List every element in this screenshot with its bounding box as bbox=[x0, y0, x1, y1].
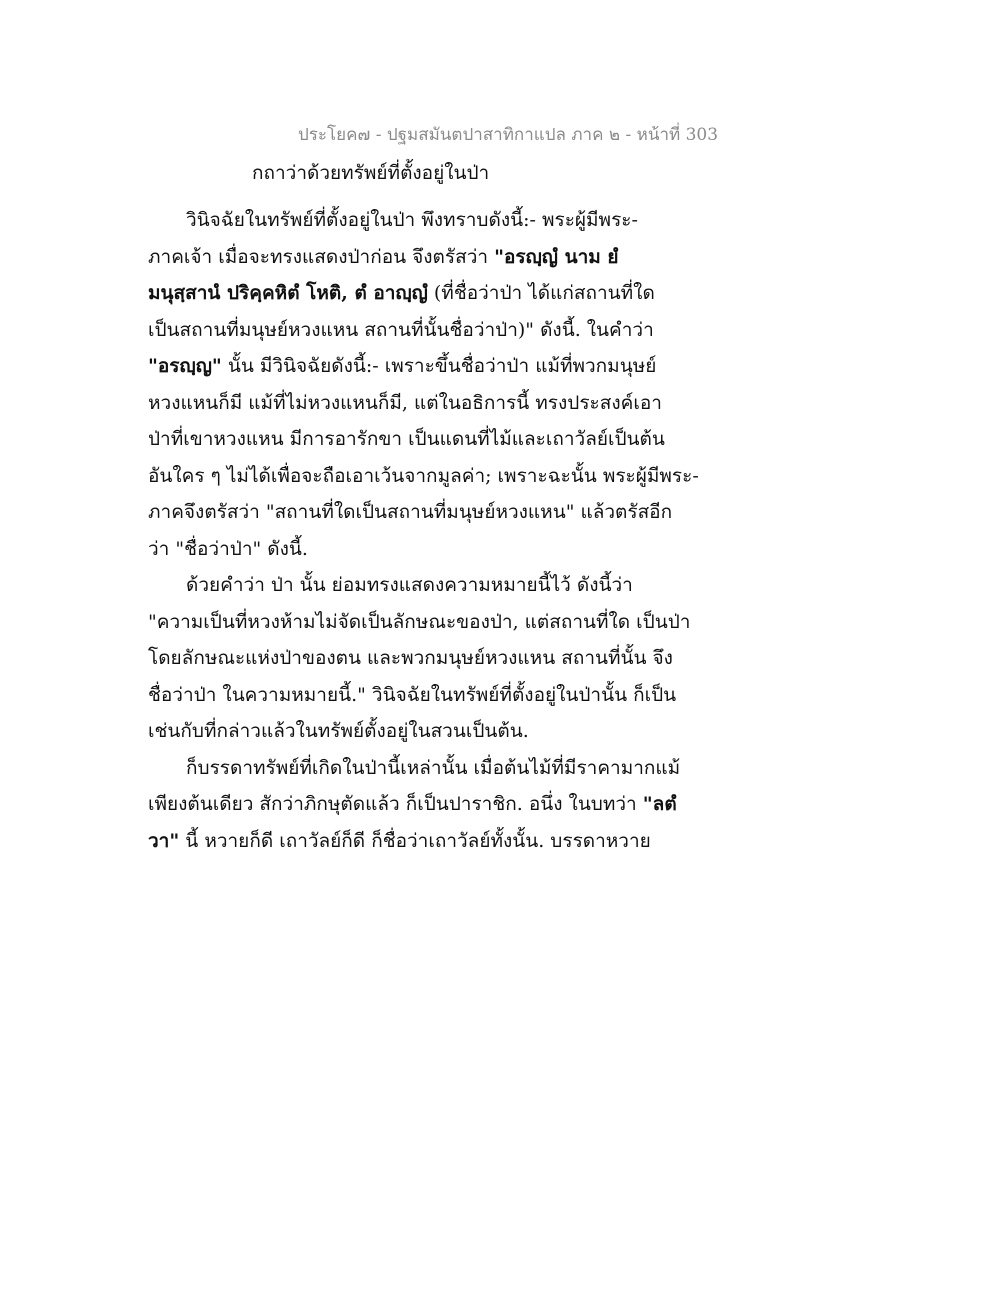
text-run: เช่นกับที่กล่าวแล้วในทรัพย์ตั้งอยู่ในสวนเป็นต้น. bbox=[148, 720, 529, 742]
text-line bbox=[148, 458, 708, 495]
text-line bbox=[148, 275, 708, 312]
text-run: นี้ หวายก็ดี เถาวัลย์ก็ดี ก็ชื่อว่าเถาวัลย์ทั้งนั้น. บรรดาหวาย bbox=[179, 829, 651, 852]
text-run: ภาคเจ้า เมื่อจะทรงแสดงป่าก่อน จึงตรัสว่า bbox=[148, 245, 495, 268]
text-line bbox=[148, 750, 708, 787]
pali-term: วา" bbox=[148, 829, 180, 852]
text-line bbox=[148, 531, 708, 568]
paragraph bbox=[148, 202, 708, 567]
text-line bbox=[148, 823, 708, 860]
text-run: ป่าที่เขาหวงแหน มีการอารักขา เป็นแดนที่ไม้และเถาวัลย์เป็นต้น bbox=[148, 428, 665, 450]
text-line bbox=[148, 348, 708, 385]
text-line bbox=[148, 421, 708, 458]
text-run: ด้วยคำว่า ป่า นั้น ย่อมทรงแสดงความหมายนี้ไว้ ดังนี้ว่า bbox=[186, 574, 633, 596]
text-line bbox=[148, 385, 708, 422]
text-run: ภาคจึงตรัสว่า "สถานที่ใดเป็นสถานที่มนุษย์หวงแหน" แล้วตรัสอีก bbox=[148, 501, 673, 523]
running-header: ประโยค๗ - ปฐมสมันตปาสาทิกาแปล ภาค ๒ - หน้าที่ 303 bbox=[298, 125, 719, 145]
text-run: ว่า "ชื่อว่าป่า" ดังนี้. bbox=[148, 537, 308, 560]
text-line bbox=[148, 604, 708, 641]
pali-term: มนุสฺสานํ ปริคฺคหิตํ โหติ, ตํ อาญฺญํ bbox=[148, 282, 428, 304]
text-line bbox=[148, 239, 708, 276]
text-line bbox=[148, 494, 708, 531]
text-run: นั้น มีวินิจฉัยดังนี้:- เพราะขึ้นชื่อว่าป่า แม้ที่พวกมนุษย์ bbox=[221, 355, 657, 377]
text-line bbox=[148, 640, 708, 677]
text-run: "ความเป็นที่หวงห้ามไม่จัดเป็นลักษณะของป่า, แต่สถานที่ใด เป็นป่า bbox=[148, 610, 691, 633]
text-line bbox=[148, 312, 708, 349]
text-run: ชื่อว่าป่า ในความหมายนี้." วินิจฉัยในทรัพย์ที่ตั้งอยู่ในป่านั้น ก็เป็น bbox=[148, 683, 677, 706]
section-title: กถาว่าด้วยทรัพย์ที่ตั้งอยู่ในป่า bbox=[252, 162, 490, 184]
pali-term: "ลตํ bbox=[642, 793, 677, 815]
text-line bbox=[148, 677, 708, 714]
text-run: โดยลักษณะแห่งป่าของตน และพวกมนุษย์หวงแหน สถานที่นั้น จึง bbox=[148, 647, 673, 669]
text-run: อันใคร ๆ ไม่ได้เพื่อจะถือเอาเว้นจากมูลค่า; เพราะฉะนั้น พระผู้มีพระ- bbox=[148, 464, 699, 487]
text-line bbox=[148, 713, 708, 750]
text-run: ก็บรรดาทรัพย์ที่เกิดในป่านี้เหล่านั้น เมื่อต้นไม้ที่มีราคามากแม้ bbox=[186, 756, 681, 779]
text-line bbox=[148, 786, 708, 823]
text-run: หวงแหนก็มี แม้ที่ไม่หวงแหนก็มี, แต่ในอธิการนี้ ทรงประสงค์เอา bbox=[148, 391, 662, 414]
text-run: วินิจฉัยในทรัพย์ที่ตั้งอยู่ในป่า พึงทราบดังนี้:- พระผู้มีพระ- bbox=[186, 209, 638, 231]
text-run: เป็นสถานที่มนุษย์หวงแหน สถานที่นั้นชื่อว่าป่า)" ดังนี้. ในคำว่า bbox=[148, 318, 654, 341]
text-line bbox=[148, 202, 708, 239]
text-run: (ที่ชื่อว่าป่า ได้แก่สถานที่ใด bbox=[427, 282, 655, 304]
paragraph bbox=[148, 567, 708, 750]
text-run: เพียงต้นเดียว สักว่าภิกษุตัดแล้ว ก็เป็นปาราชิก. อนึ่ง ในบทว่า bbox=[148, 793, 643, 815]
body-text bbox=[148, 202, 708, 859]
pali-term: "อรญฺญ" bbox=[148, 355, 222, 377]
paragraph bbox=[148, 750, 708, 860]
pali-term: "อรญฺญํ นาม ยํ bbox=[494, 245, 619, 268]
text-line bbox=[148, 567, 708, 604]
